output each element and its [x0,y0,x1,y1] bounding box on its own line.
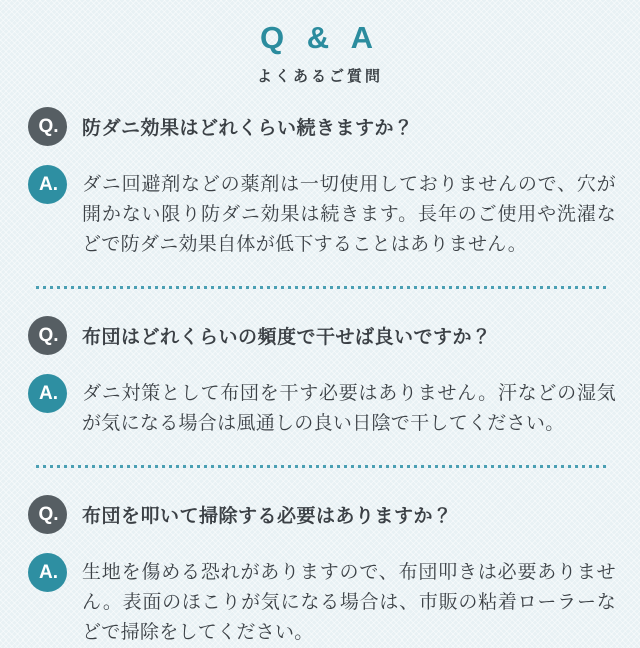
question-badge: Q. [28,107,67,146]
answer-text: ダニ回避剤などの薬剤は一切使用しておりませんので、穴が開かない限り防ダニ効果は続きます。長年のご使用や洗濯などで防ダニ効果自体が低下することはありません。 [82,174,616,255]
faq-header [0,0,640,86]
question-row [28,107,616,146]
question-badge: Q. [28,495,67,534]
question-text: 布団を叩いて掃除する必要はありますか？ [82,506,453,527]
answer-badge: A. [28,165,67,204]
question-row [28,495,616,534]
faq-item-3 [28,495,616,648]
answer-text: ダニ対策として布団を干す必要はありません。汗などの湿気が気になる場合は風通しの良い日陰で干してください。 [82,383,616,434]
question-row [28,316,616,355]
answer-row [28,165,616,260]
answer-row [28,374,616,439]
page-subtitle: よくあるご質問 [256,68,383,85]
answer-badge: A. [28,553,67,592]
dotted-divider [36,286,608,289]
answer-text: 生地を傷める恐れがありますので、布団叩きは必要ありません。表面のほこりが気になる場合は、市販の粘着ローラーなどで掃除をしてください。 [82,562,616,643]
question-text: 防ダニ効果はどれくらい続きますか？ [82,118,414,139]
page-title: Q & A [260,20,380,55]
question-badge: Q. [28,316,67,355]
dotted-divider [36,465,608,468]
faq-item-1 [28,107,616,260]
answer-badge: A. [28,374,67,413]
faq-list [0,86,640,648]
answer-row [28,553,616,648]
faq-item-2 [28,316,616,439]
question-text: 布団はどれくらいの頻度で干せば良いですか？ [82,327,492,348]
